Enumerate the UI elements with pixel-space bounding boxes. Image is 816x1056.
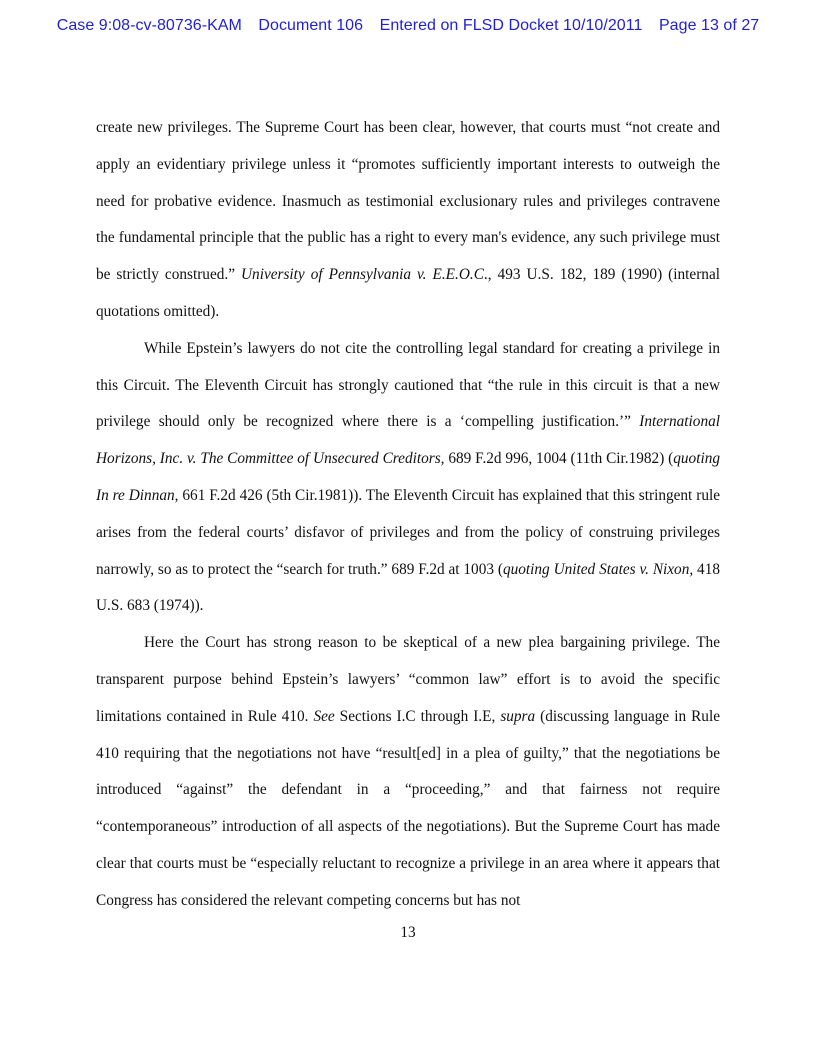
paragraph-text: ., 493 U.S. 182, 189 (1990) (internal quotations omitted). [96, 266, 720, 320]
body-paragraph [96, 331, 720, 625]
document-body [96, 110, 720, 920]
page-of-total: Page 13 of 27 [658, 17, 760, 34]
paragraph-text: While Epstein’s lawyers do not cite the controlling legal standard for creating a privilege in this Circuit. The Eleventh Circuit has strongly cautioned that “the rule in this circuit is that a new privilege should only be recognized where there is a ‘compelling justification.’” [96, 339, 720, 431]
docket-header-stamp [0, 17, 816, 35]
paragraph-text: 689 F.2d 996, 1004 (11th Cir.1982) ( [444, 450, 674, 468]
paragraph-text: Here the Court has strong reason to be skeptical of a new plea bargaining privilege. The transparent purpose behind Epstein’s lawyers’ “common law” effort is to avoid the specific limitations contained in Rule 410. [96, 634, 720, 725]
italic-citation-text: quoting United States v. Nixon, [502, 560, 694, 578]
paragraph-text: (discussing language in Rule 410 requiring that the negotiations not have “result[ed] in a plea of guilty,” that the negotiations be introduced “against” the defendant in a “proceeding,” and that fairness not require “contemporaneous” introduction of all aspects of the negotiations). But the Supreme Court has made clear that courts must be “especially reluctant to recognize a privilege in an area where it appears that Congress has considered the relevant competing concerns but has not [96, 707, 720, 909]
italic-citation-text: University of Pennsylvania v. E.E.O.C [241, 266, 484, 284]
paragraph-text: 661 F.2d 426 (5th Cir.1981)). The Eleventh Circuit has explained that this stringent rule arises from the federal courts’ disfavor of privileges and from the policy of construing privileges narrowly, so as to protect the “search for truth.” 689 F.2d at 1003 ( [96, 486, 721, 578]
paragraph-text: create new privileges. The Supreme Court has been clear, however, that courts must “not create and apply an evidentiary privilege unless it “promotes sufficiently important interests to outweigh the need for probative evidence. Inasmuch as testimonial exclusionary rules and privileges contravene the fundamental principle that the public has a right to every man's evidence, any such privilege must be strictly construed.” [96, 119, 720, 284]
body-paragraph [96, 110, 720, 331]
paragraph-text: 418 U.S. 683 (1974)). [96, 560, 720, 615]
italic-citation-text: quoting In re Dinnan, [96, 450, 720, 504]
document-number: Document 106 [258, 17, 364, 34]
paragraph-text: Sections I.C through I.E, [334, 707, 501, 725]
italic-citation-text: See [313, 707, 335, 725]
body-paragraph [96, 625, 720, 919]
italic-citation-text: International Horizons, Inc. v. The Committee of Unsecured Creditors, [96, 413, 720, 468]
italic-citation-text: supra [500, 707, 536, 725]
docket-entry-date: Entered on FLSD Docket 10/10/2011 [379, 17, 643, 34]
page-number: 13 [400, 924, 416, 941]
case-number: Case 9:08-cv-80736-KAM [56, 17, 242, 34]
